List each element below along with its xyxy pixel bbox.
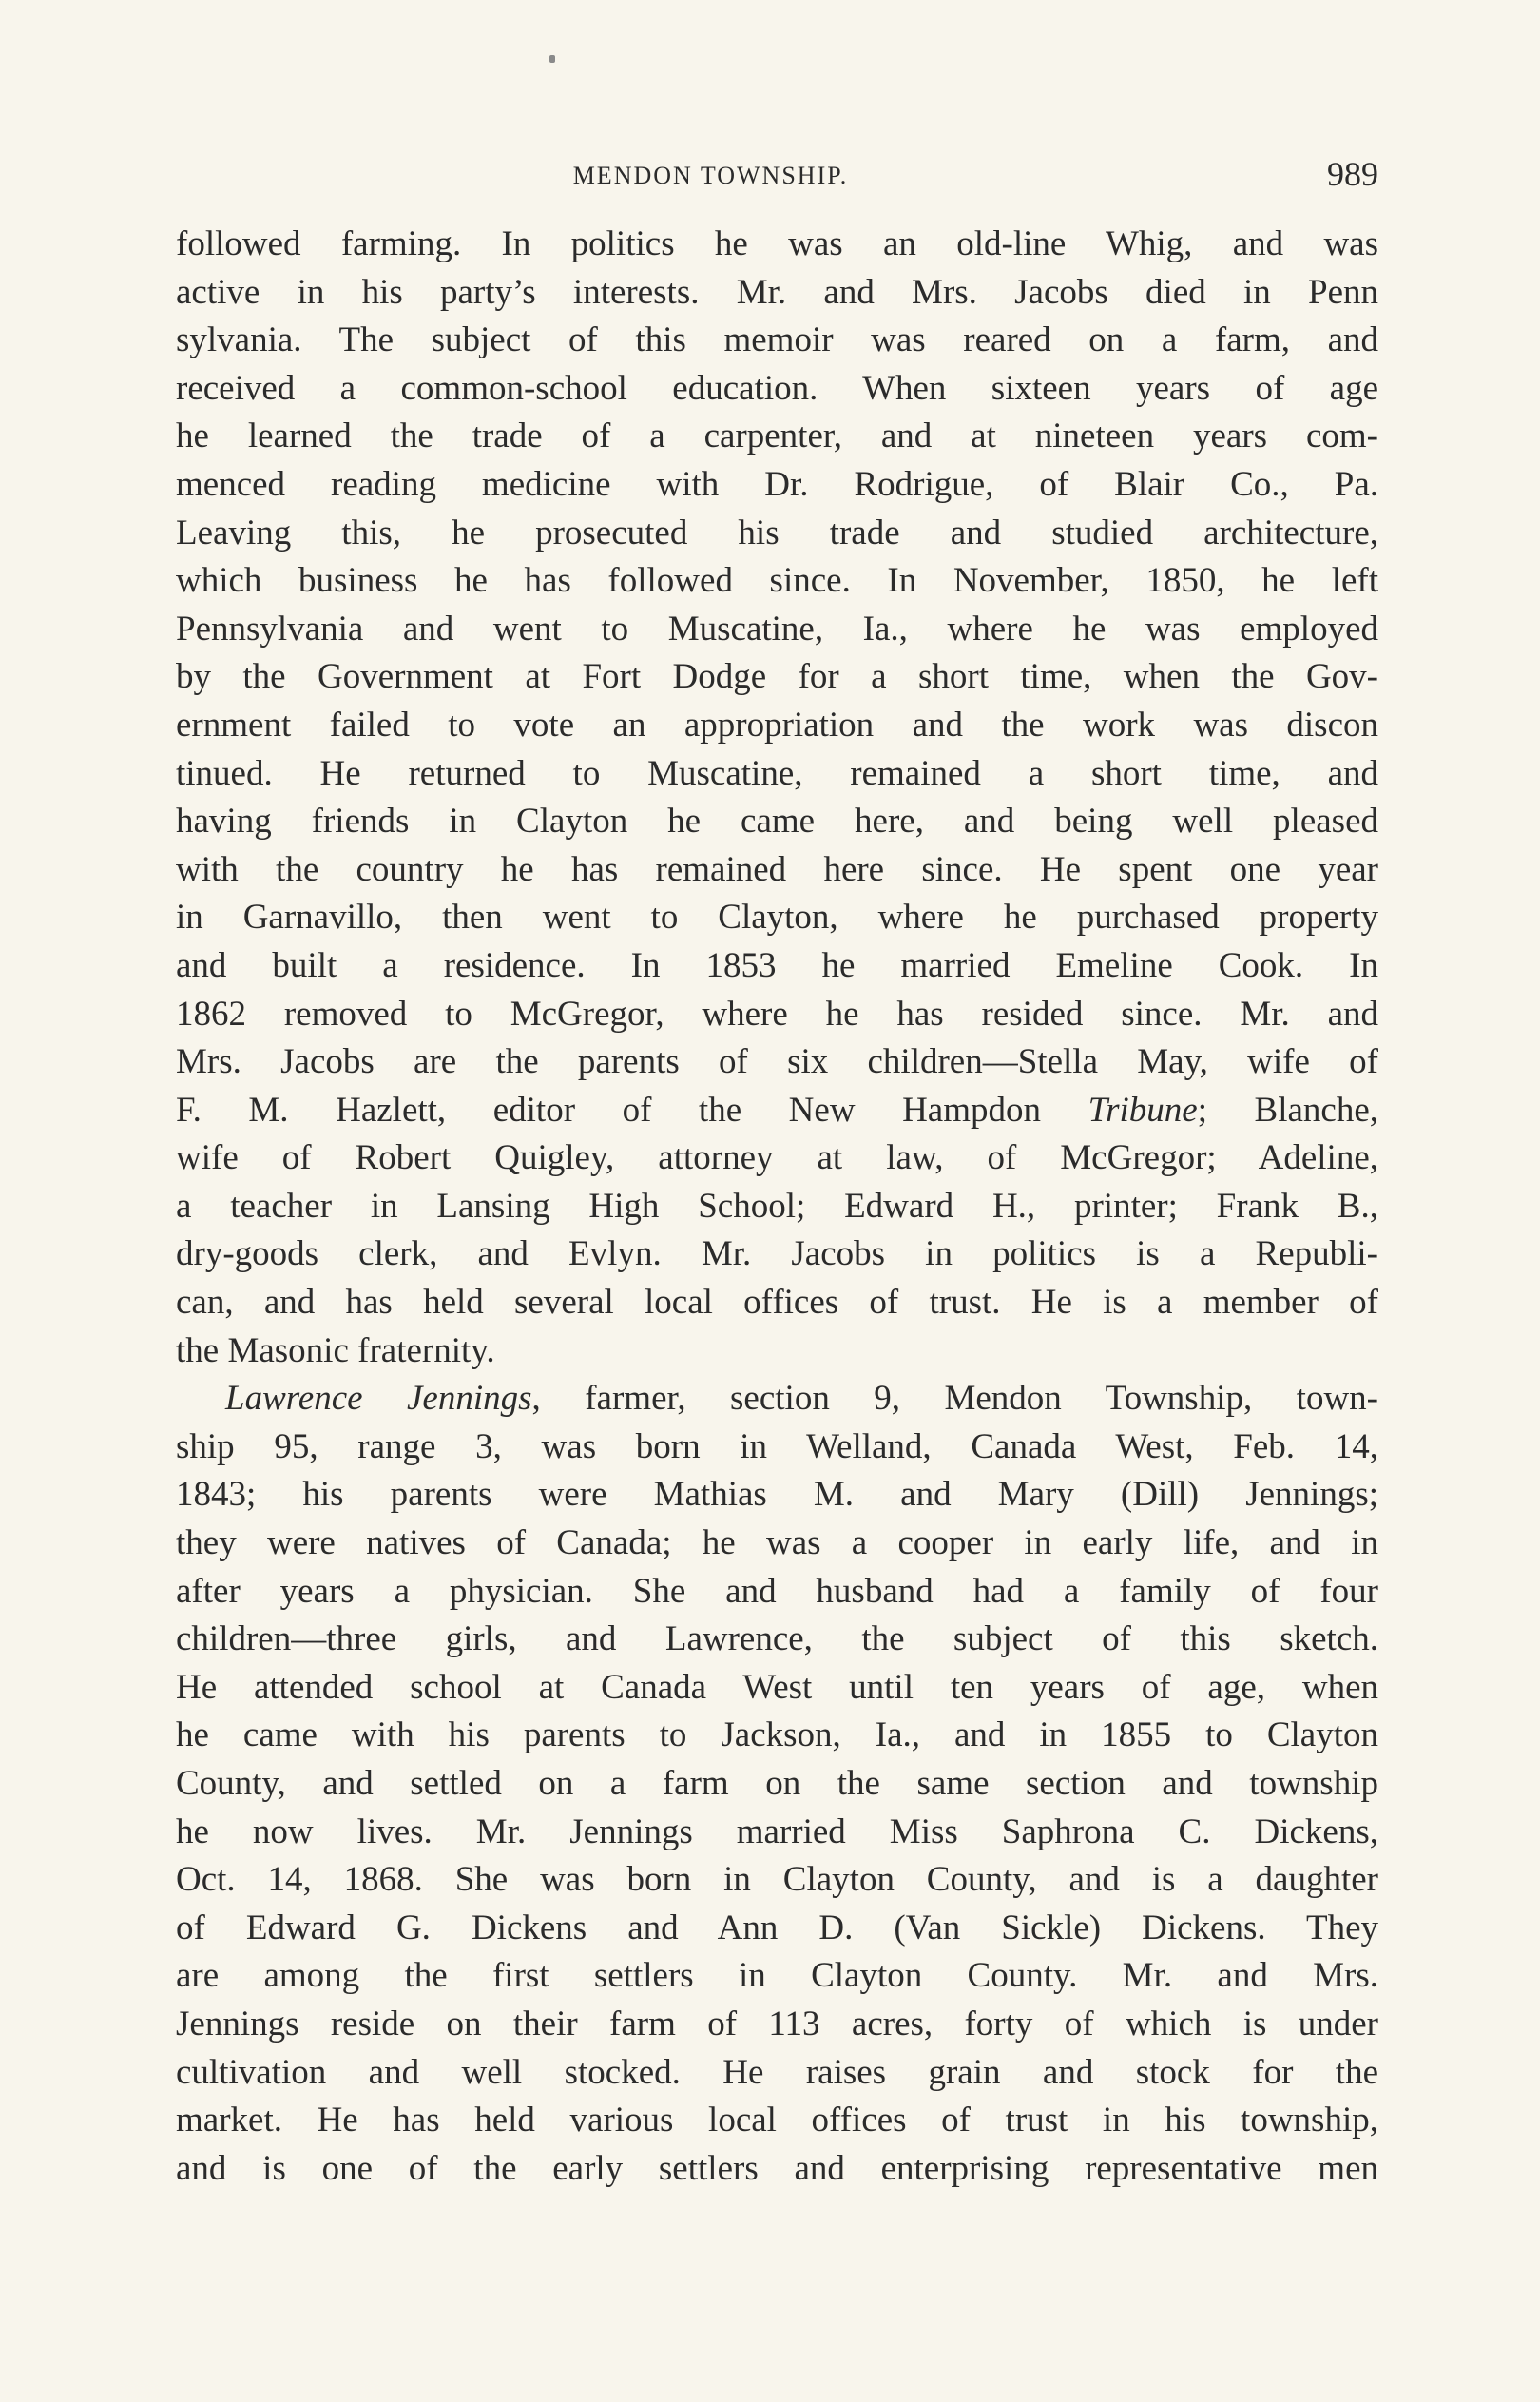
text-line: the Masonic fraternity. bbox=[176, 1330, 495, 1370]
text-line: Oct. 14, 1868. She was born in Clayton County, and is a daughter bbox=[176, 1860, 1378, 1900]
page-number: 989 bbox=[1327, 155, 1378, 193]
text-line: He attended school at Canada West until ten years of age, when bbox=[176, 1667, 1378, 1707]
text-line: Mrs. Jacobs are the parents of six children—Stella May, wife of bbox=[176, 1042, 1378, 1082]
text-line: they were natives of Canada; he was a cooper in early life, and in bbox=[176, 1523, 1378, 1563]
text-line: received a common-school education. When sixteen years of age bbox=[176, 368, 1378, 408]
body-text bbox=[176, 221, 1378, 2193]
text-line: Jennings reside on their farm of 113 acres, forty of which is under bbox=[176, 2004, 1378, 2044]
text-line: and is one of the early settlers and enterprising representative men bbox=[176, 2148, 1378, 2188]
text-line: active in his party’s interests. Mr. and Mrs. Jacobs died in Penn bbox=[176, 272, 1378, 312]
newspaper-title: Tribune bbox=[1088, 1090, 1198, 1130]
text-line: County, and settled on a farm on the same section and township bbox=[176, 1764, 1378, 1803]
text-line: in Garnavillo, then went to Clayton, where he purchased property bbox=[176, 898, 1378, 938]
text-line: Pennsylvania and went to Muscatine, Ia., where he was employed bbox=[176, 609, 1378, 649]
text-line: with the country he has remained here since. He spent one year bbox=[176, 849, 1378, 889]
running-head bbox=[176, 154, 1378, 196]
text-line: menced reading medicine with Dr. Rodrigue, of Blair Co., Pa. bbox=[176, 464, 1378, 504]
text-line: which business he has followed since. In November, 1850, he left bbox=[176, 561, 1378, 601]
text-line: a teacher in Lansing High School; Edward H., printer; Frank B., bbox=[176, 1186, 1378, 1226]
text-line: cultivation and well stocked. He raises grain and stock for the bbox=[176, 2052, 1378, 2092]
text-line: and built a residence. In 1853 he married Emeline Cook. In bbox=[176, 945, 1378, 985]
text-line: followed farming. In politics he was an old-line Whig, and was bbox=[176, 224, 1378, 263]
text-line: wife of Robert Quigley, attorney at law, of McGregor; Adeline, bbox=[176, 1138, 1378, 1178]
text-line: ship 95, range 3, was born in Welland, Canada West, Feb. 14, bbox=[176, 1426, 1378, 1466]
text-line: market. He has held various local offices of trust in his township, bbox=[176, 2101, 1378, 2140]
text-line: are among the first settlers in Clayton County. Mr. and Mrs. bbox=[176, 1956, 1378, 1996]
text-line: sylvania. The subject of this memoir was reared on a farm, and bbox=[176, 320, 1378, 360]
text-line-jennings bbox=[176, 1375, 1378, 1424]
text-line: he now lives. Mr. Jennings married Miss Saphrona C. Dickens, bbox=[176, 1811, 1378, 1851]
text-line: tinued. He returned to Muscatine, remained a short time, and bbox=[176, 753, 1378, 793]
text-line: ernment failed to vote an appropriation and the work was discon bbox=[176, 705, 1378, 745]
text-line: he learned the trade of a carpenter, and at nineteen years com- bbox=[176, 416, 1378, 456]
text-line: of Edward G. Dickens and Ann D. (Van Sickle) Dickens. They bbox=[176, 1908, 1378, 1947]
text-line: 1862 removed to McGregor, where he has resided since. Mr. and bbox=[176, 994, 1378, 1034]
text-line: children—three girls, and Lawrence, the subject of this sketch. bbox=[176, 1619, 1378, 1659]
text-run: ; Blanche, bbox=[1197, 1090, 1378, 1130]
text-line-tribune bbox=[176, 1087, 1378, 1135]
text-line: by the Government at Fort Dodge for a short time, when the Gov- bbox=[176, 657, 1378, 697]
text-run: , farmer, section 9, Mendon Township, town- bbox=[531, 1379, 1378, 1419]
biography-name: Lawrence Jennings bbox=[225, 1379, 532, 1419]
text-line: after years a physician. She and husband had a family of four bbox=[176, 1571, 1378, 1611]
text-line: he came with his parents to Jackson, Ia., and in 1855 to Clayton bbox=[176, 1715, 1378, 1755]
text-run: F. M. Hazlett, editor of the New Hampdon bbox=[176, 1090, 1088, 1130]
running-title: MENDON TOWNSHIP. bbox=[572, 162, 849, 189]
text-line: dry-goods clerk, and Evlyn. Mr. Jacobs in politics is a Republi- bbox=[176, 1234, 1378, 1274]
ink-speck bbox=[549, 55, 555, 63]
text-line: having friends in Clayton he came here, and being well pleased bbox=[176, 802, 1378, 842]
text-line: Leaving this, he prosecuted his trade and studied architecture, bbox=[176, 513, 1378, 552]
text-line: 1843; his parents were Mathias M. and Mary (Dill) Jennings; bbox=[176, 1475, 1378, 1515]
text-line: can, and has held several local offices of trust. He is a member of bbox=[176, 1283, 1378, 1323]
